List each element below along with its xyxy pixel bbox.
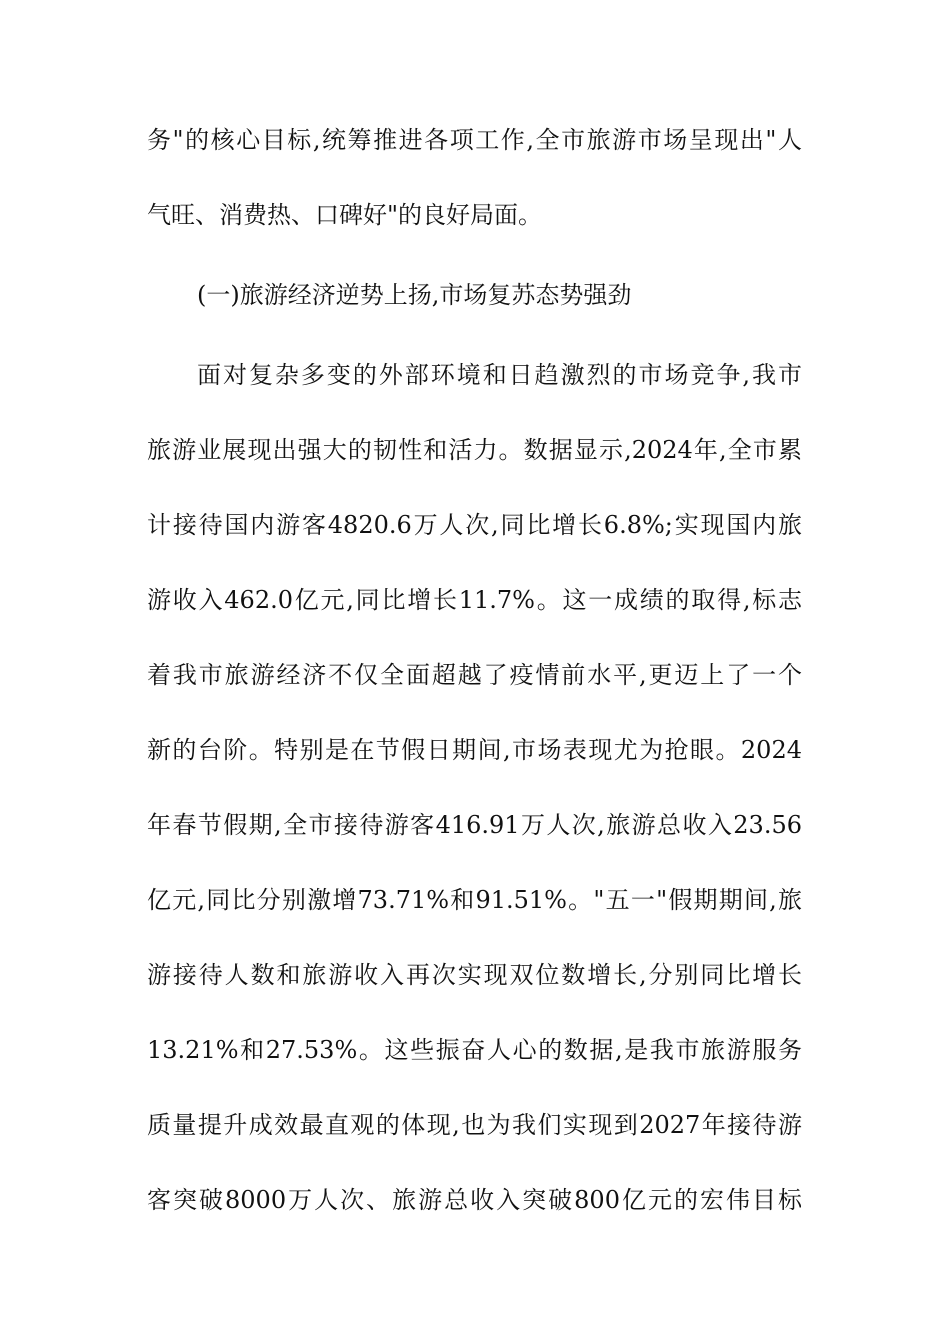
paragraph-line: 旅游业展现出强大的韧性和活力。数据显示,2024年,全市累: [147, 436, 802, 464]
paragraph-line: 务"的核心目标,统筹推进各项工作,全市旅游市场呈现出"人: [147, 126, 802, 154]
paragraph-line: 客突破8000万人次、旅游总收入突破800亿元的宏伟目标: [147, 1186, 802, 1214]
paragraph-line: 新的台阶。特别是在节假日期间,市场表现尤为抢眼。2024: [147, 736, 802, 764]
paragraph-line: 着我市旅游经济不仅全面超越了疫情前水平,更迈上了一个: [147, 661, 802, 689]
paragraph-line: 质量提升成效最直观的体现,也为我们实现到2027年接待游: [147, 1111, 802, 1139]
paragraph-line: 亿元,同比分别激增73.71%和91.51%。"五一"假期期间,旅: [147, 886, 802, 914]
paragraph-line: 面对复杂多变的外部环境和日趋激烈的市场竞争,我市: [197, 361, 802, 389]
paragraph-line: 13.21%和27.53%。这些振奋人心的数据,是我市旅游服务: [147, 1036, 802, 1064]
paragraph-line: 计接待国内游客4820.6万人次,同比增长6.8%;实现国内旅: [147, 511, 802, 539]
paragraph-line: 气旺、消费热、口碑好"的良好局面。: [147, 201, 543, 229]
section-heading: (一)旅游经济逆势上扬,市场复苏态势强劲: [197, 281, 632, 309]
paragraph-line: 游接待人数和旅游收入再次实现双位数增长,分别同比增长: [147, 961, 802, 989]
paragraph-line: 游收入462.0亿元,同比增长11.7%。这一成绩的取得,标志: [147, 586, 802, 614]
paragraph-line: 年春节假期,全市接待游客416.91万人次,旅游总收入23.56: [147, 811, 802, 839]
